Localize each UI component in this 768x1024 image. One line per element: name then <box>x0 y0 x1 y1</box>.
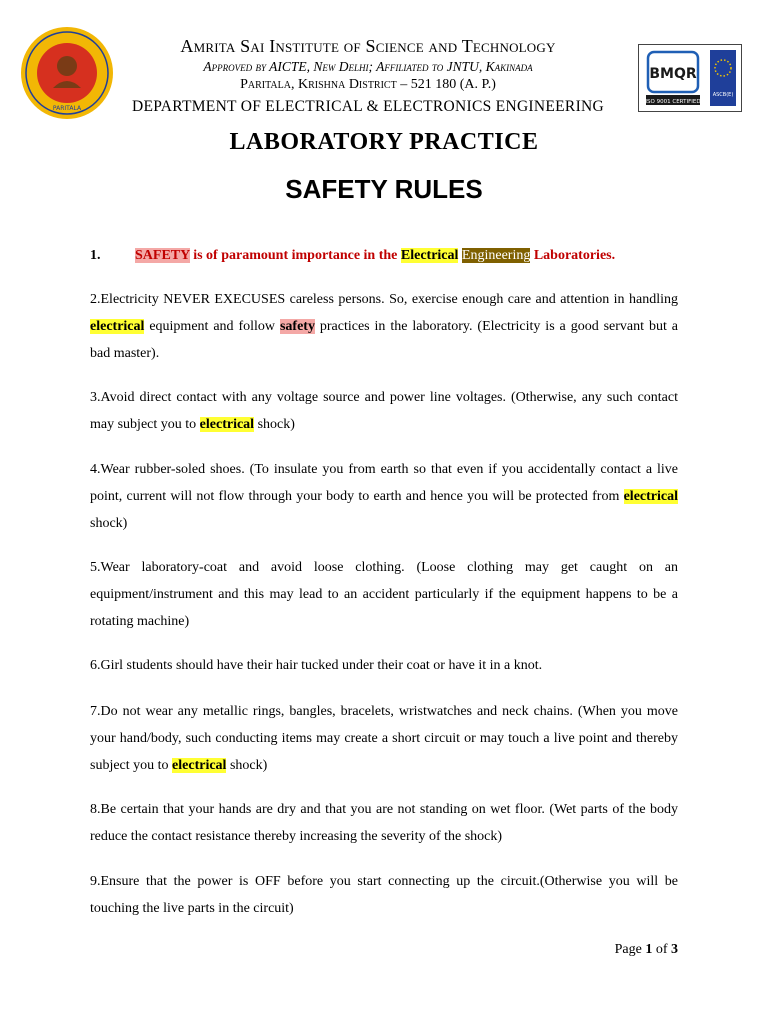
highlight-electrical: electrical <box>172 757 227 773</box>
ascb-text: ASCB(E) <box>712 92 734 98</box>
institute-logo <box>20 26 114 120</box>
page-title: LABORATORY PRACTICE <box>229 129 539 155</box>
bmqr-text: BMQR <box>649 66 697 82</box>
rule-1 <box>90 243 678 270</box>
rule-9: 9.Ensure that the power is OFF before you start connecting up the circuit.(Otherwise you will be touching the live parts in the circuit) <box>90 874 678 916</box>
page-subtitle: SAFETY RULES <box>285 174 483 204</box>
rule-4-text: 4.Wear rubber-soled shoes. (To insulate you from earth so that even if you accidentally contact a live point, current will not flow through your body to earth and hence you will be protected from <box>90 462 678 504</box>
rule-3 <box>90 385 678 439</box>
highlight-electrical: electrical <box>623 488 678 504</box>
rule-2 <box>90 287 678 367</box>
rule-4 <box>90 457 678 537</box>
rule-7 <box>90 699 678 779</box>
page-label: Page <box>614 942 646 957</box>
rule-2-text-mid: equipment and follow <box>144 318 280 334</box>
logo-bottom-text: PARITALA <box>52 105 82 112</box>
highlight-electrical: electrical <box>199 416 255 432</box>
rule-3-tail: shock) <box>254 416 295 432</box>
rule-2-text: 2.Electricity NEVER EXECUSES careless persons. So, exercise enough care and attention in handling <box>90 292 678 307</box>
rule-1-number: 1. <box>90 248 101 263</box>
rule-8: 8.Be certain that your hands are dry and that you are not standing on wet floor. (Wet parts of the body reduce the contact resistance thereby increasing the severity of the shock) <box>90 802 678 844</box>
page-total: 3 <box>671 942 678 957</box>
rule-7-text: 7.Do not wear any metallic rings, bangles, bracelets, wristwatches and neck chains. (When you move your hand/body, such conducting items may create a short circuit or may touch a live point and thereby subject you to <box>90 704 678 773</box>
rule-3-text: 3.Avoid direct contact with any voltage source and power line voltages. (Otherwise, any such contact may subject you to <box>90 390 678 432</box>
rule-1-text: is of paramount importance in the <box>189 248 401 263</box>
rule-4-tail: shock) <box>90 515 128 531</box>
page-number <box>540 942 678 958</box>
iso-cert-text: ISO 9001 CERTIFIED <box>645 99 701 105</box>
page-current: 1 <box>645 942 653 957</box>
logo-portrait-icon <box>57 56 77 76</box>
highlight-electrical: Electrical <box>400 248 459 263</box>
highlight-safety: safety <box>279 318 315 334</box>
rule-6: 6.Girl students should have their hair tucked under their coat or have it in a knot. <box>90 658 543 673</box>
address-line: Paritala, Krishna District – 521 180 (A. P.) <box>240 77 496 92</box>
highlight-engineering: Engineering <box>461 248 531 263</box>
page-of: of <box>652 942 671 957</box>
department-name: DEPARTMENT OF ELECTRICAL & ELECTRONICS ENGINEERING <box>131 98 605 115</box>
rule-7-tail: shock) <box>226 757 268 773</box>
rule-5: 5.Wear laboratory-coat and avoid loose clothing. (Loose clothing may get caught on an equipment/instrument and this may lead to an accident particularly if the equipment happens to be a rotating machine) <box>90 560 678 629</box>
rule-2-tail: practices in the laboratory. (Electricity is a good servant but a bad master). <box>90 318 678 361</box>
highlight-electrical: electrical <box>90 318 145 334</box>
approval-line: Approved by AICTE, New Delhi; Affiliated to JNTU, Kakinada <box>203 59 533 74</box>
highlight-safety: SAFETY <box>135 248 190 263</box>
institute-name: Amrita Sai Institute of Science and Technology <box>180 36 556 56</box>
rule-1-tail: Laboratories. <box>530 248 616 263</box>
iso-certification-logo <box>638 44 742 112</box>
